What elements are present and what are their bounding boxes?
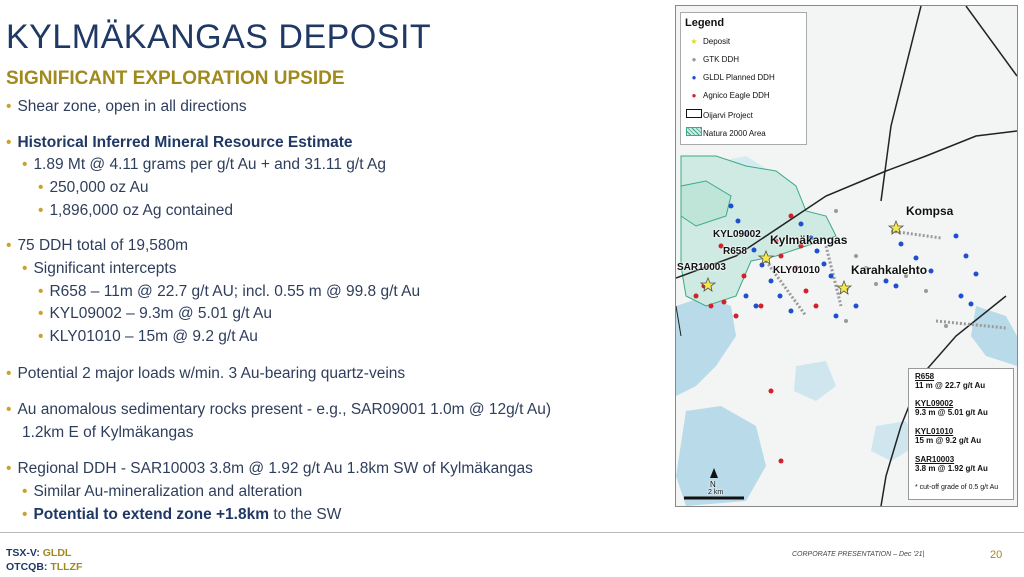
bullet-dot-icon: • <box>6 134 12 151</box>
bullet-dot-icon: • <box>38 283 44 300</box>
bullet-item: • Shear zone, open in all directions <box>6 98 247 115</box>
callout-sar-heading: SAR10003 <box>915 455 955 464</box>
ticker-otcqb: OTCQB: TLLZF <box>6 561 83 573</box>
bullet-item: • 250,000 oz Au <box>38 179 149 196</box>
legend-item-agnico: ● Agnico Eagle DDH <box>685 91 770 100</box>
bullet-continuation: 1.2km E of Kylmäkangas <box>22 424 194 441</box>
north-arrow-label: N <box>710 480 716 489</box>
map-label-kylmakangas: Kylmäkangas <box>770 233 848 247</box>
bullet-dot-icon: • <box>6 365 12 382</box>
bullet-item: • Significant intercepts <box>22 260 177 277</box>
bullet-dot-icon: • <box>38 305 44 322</box>
legend-item-oijarvi: Oijarvi Project <box>685 109 753 120</box>
map-label-sar10003: SAR10003 <box>677 262 726 273</box>
intercept-callout <box>908 368 1014 500</box>
callout-kly-value: 15 m @ 9.2 g/t Au <box>915 436 982 445</box>
map-legend <box>680 12 807 145</box>
bullet-item: • Potential to extend zone +1.8km to the SW <box>22 506 342 523</box>
bullet-dot-icon: • <box>22 483 28 500</box>
bullet-dot-icon: • <box>22 156 28 173</box>
bullet-item: • Historical Inferred Mineral Resource Estimate <box>6 134 353 151</box>
callout-sar-value: 3.8 m @ 1.92 g/t Au <box>915 464 988 473</box>
callout-kly-heading: KYL01010 <box>915 427 954 436</box>
bullet-dot-icon: • <box>22 506 28 523</box>
callout-r658-heading: R658 <box>915 372 935 381</box>
hatched-area-icon <box>685 127 703 138</box>
bullet-item: • R658 – 11m @ 22.7 g/t AU; incl. 0.55 m @ 99.8 g/t Au <box>38 283 421 300</box>
bullet-item: • 1.89 Mt @ 4.11 grams per g/t Au + and 31.11 g/t Ag <box>22 156 386 173</box>
page-subtitle: SIGNIFICANT EXPLORATION UPSIDE <box>6 68 345 89</box>
bullet-dot-icon: • <box>6 98 12 115</box>
bullet-dot-icon: • <box>6 401 12 418</box>
corporate-presentation-label: CORPORATE PRESENTATION – Dec '21| <box>792 551 925 558</box>
bullet-item: • KYL09002 – 9.3m @ 5.01 g/t Au <box>38 305 272 322</box>
blue-dot-icon: ● <box>691 73 697 82</box>
bullet-dot-icon: • <box>6 237 12 254</box>
map-label-kyl09002: KYL09002 <box>713 229 761 240</box>
bullet-item: • 75 DDH total of 19,580m <box>6 237 189 254</box>
bullet-dot-icon: • <box>38 328 44 345</box>
map-label-karahkalehto: Karahkalehto <box>851 263 928 277</box>
map-label-r658: R658 <box>723 246 747 257</box>
legend-item-gldl: ● GLDL Planned DDH <box>685 73 775 82</box>
bullet-item: • Au anomalous sedimentary rocks present - e.g., SAR09001 1.0m @ 12g/t Au) <box>6 401 551 418</box>
callout-r658-value: 11 m @ 22.7 g/t Au <box>915 381 986 390</box>
callout-note: * cut-off grade of 0.5 g/t Au <box>915 484 999 491</box>
legend-title: Legend <box>685 17 725 29</box>
map-label-kly01010: KLY01010 <box>773 265 820 276</box>
star-icon: ★ <box>690 37 698 46</box>
legend-item-deposit: ★ Deposit <box>685 37 730 46</box>
page-title: KYLMÄKANGAS DEPOSIT <box>6 18 432 56</box>
callout-kyl-heading: KYL09002 <box>915 399 954 408</box>
bullet-item: • Potential 2 major loads w/min. 3 Au-bearing quartz-veins <box>6 365 406 382</box>
bullet-dot-icon: • <box>22 260 28 277</box>
scale-label: 2 km <box>708 489 724 496</box>
ticker-tsx: TSX-V: GLDL <box>6 547 72 559</box>
legend-item-gtk: ● GTK DDH <box>685 55 739 64</box>
gray-dot-icon: ● <box>691 55 697 64</box>
bullet-dot-icon: • <box>38 179 44 196</box>
callout-kyl-value: 9.3 m @ 5.01 g/t Au <box>915 408 988 417</box>
map-label-kompsa: Kompsa <box>906 204 954 218</box>
page-number: 20 <box>990 549 1003 561</box>
bullet-item: • Regional DDH - SAR10003 3.8m @ 1.92 g/t Au 1.8km SW of Kylmäkangas <box>6 460 533 477</box>
bullet-dot-icon: • <box>38 202 44 219</box>
bullet-item: • Similar Au-mineralization and alteration <box>22 483 303 500</box>
legend-item-natura: Natura 2000 Area <box>685 127 766 138</box>
bullet-item: • 1,896,000 oz Ag contained <box>38 202 234 219</box>
footer-divider <box>0 532 1024 533</box>
bullet-item: • KLY01010 – 15m @ 9.2 g/t Au <box>38 328 258 345</box>
boundary-box-icon <box>685 109 703 120</box>
bullet-dot-icon: • <box>6 460 12 477</box>
red-dot-icon: ● <box>691 91 697 100</box>
